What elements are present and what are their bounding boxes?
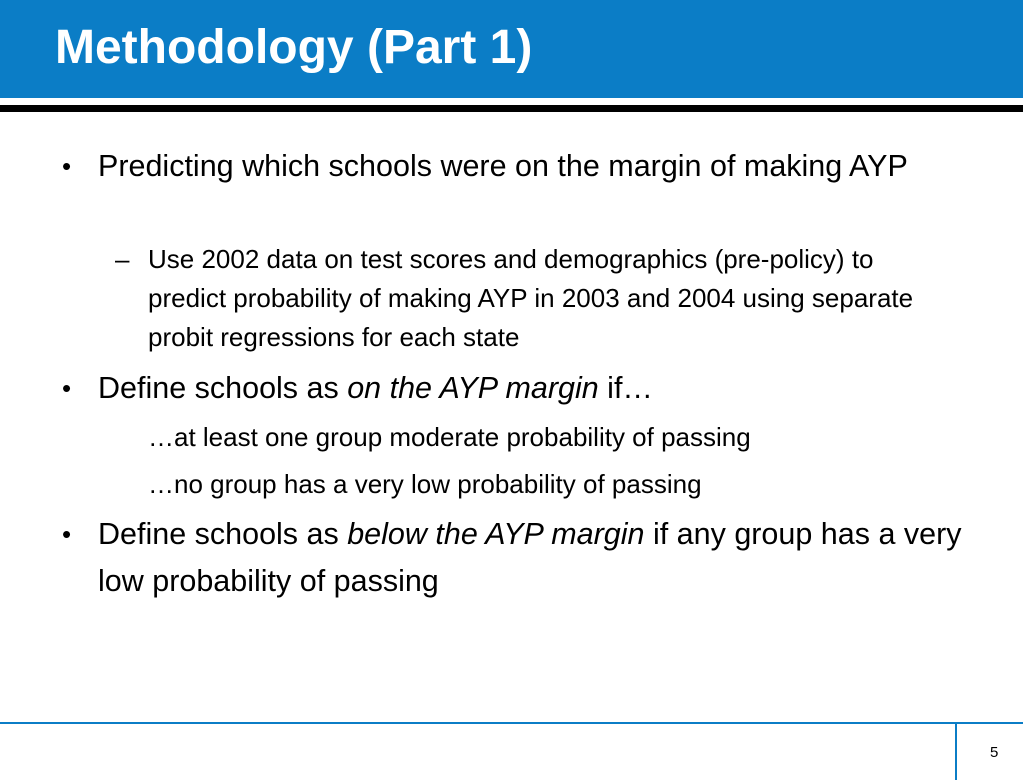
page-number: 5 bbox=[990, 744, 999, 761]
bullet-text bbox=[98, 511, 978, 605]
sub-item-text: …no group has a very low probability of passing bbox=[148, 469, 702, 499]
bullet-text-emphasis: on the AYP margin bbox=[347, 371, 599, 405]
title-bar bbox=[0, 0, 1023, 98]
dash-marker: – bbox=[115, 244, 130, 274]
title-rule bbox=[0, 105, 1023, 112]
bullet-marker: • bbox=[62, 373, 72, 403]
bullet-text-before: Define schools as bbox=[98, 517, 348, 551]
slide-title: Methodology (Part 1) bbox=[55, 21, 533, 74]
footer-divider bbox=[955, 724, 957, 780]
bullet-text-emphasis: below the AYP margin bbox=[347, 517, 645, 551]
sub-item-text: …at least one group moderate probability of passing bbox=[148, 422, 751, 452]
bullet-marker: • bbox=[62, 151, 72, 181]
sub-item-text: Use 2002 data on test scores and demographics (pre-policy) to predict probability of making AYP in 2003 and 2004 using separate probit regressions for each state bbox=[148, 244, 914, 352]
bullet-text bbox=[98, 365, 978, 412]
bullet-marker: • bbox=[62, 519, 72, 549]
bullet-text: Predicting which schools were on the margin of making AYP bbox=[98, 149, 908, 183]
bullet-text-before: Define schools as bbox=[98, 371, 348, 405]
footer-rule bbox=[0, 722, 1023, 724]
bullet-text-after: if any group has a very low probability of passing bbox=[98, 517, 962, 598]
bullet-text-after: if… bbox=[598, 371, 653, 405]
